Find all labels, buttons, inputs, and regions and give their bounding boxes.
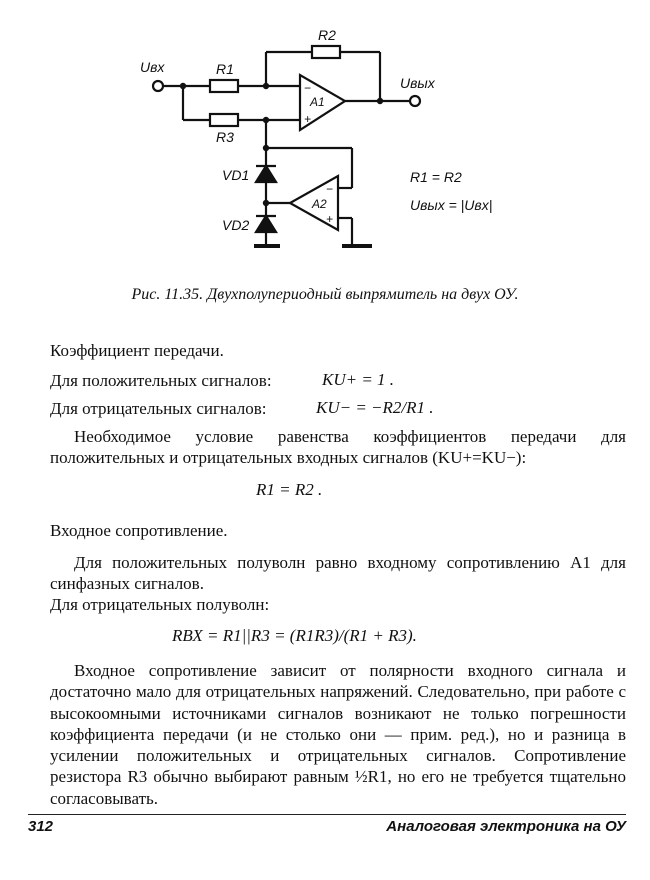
diode-vd2 <box>256 216 276 232</box>
input-resistance-heading: Входное сопротивление. <box>50 521 228 540</box>
input-terminal <box>153 81 163 91</box>
footer-rule <box>28 814 626 815</box>
resistor-r1 <box>210 80 238 92</box>
diode-vd1 <box>256 166 276 182</box>
label-a1-plus: + <box>304 112 312 126</box>
positive-signals-label: Для положительных сигналов: <box>50 371 272 390</box>
condition-paragraph: Необходимое условие равенства коэффициентов передачи для положительных и отрицательных входных сигналов (KU+=KU−): <box>50 427 626 468</box>
label-a1: A1 <box>310 95 325 109</box>
book-title: Аналоговая электроника на ОУ <box>386 818 626 835</box>
label-vd1: VD1 <box>222 167 250 183</box>
label-output: Uвых <box>400 75 435 91</box>
input-resistance-formula: RВХ = R1||R3 = (R1R3)/(R1 + R3). <box>172 626 417 645</box>
label-a2-plus: + <box>326 212 334 226</box>
figure-caption: Рис. 11.35. Двухполупериодный выпрямитель на двух ОУ. <box>131 286 519 303</box>
negative-gain-formula: KU− = −R2/R1 . <box>316 398 434 417</box>
label-a1-minus: − <box>304 81 312 95</box>
label-a2: A2 <box>312 197 327 211</box>
label-r3: R3 <box>216 129 234 145</box>
label-input: Uвх <box>140 59 165 75</box>
gain-heading: Коэффициент передачи. <box>50 341 224 360</box>
positive-gain-formula: KU+ = 1 . <box>322 370 395 389</box>
conclusion-paragraph: Входное сопротивление зависит от полярности входного сигнала и достаточно мало для отрицательных напряжений. Следовательно, при работе с высокоомными источниками сигналов возникают не только погрешности коэффициента передачи (и не столько они — прим. ред.), но и разница в усилении положительных и отрицательных сигналов. Сопротивление резистора R3 обычно выбирают равным ½R1, но его не требуется тщательно согласовывать. <box>50 661 626 808</box>
note-uout: Uвых = |Uвх| <box>410 197 493 213</box>
note-r1-r2: R1 = R2 <box>410 169 462 185</box>
label-r2: R2 <box>318 27 336 43</box>
negative-signals-label: Для отрицательных сигналов: <box>50 399 267 418</box>
resistor-equality-formula: R1 = R2 . <box>256 480 323 499</box>
resistor-r3 <box>210 114 238 126</box>
label-a2-minus: − <box>326 182 334 196</box>
resistor-r2 <box>312 46 340 58</box>
rectifier-circuit-diagram <box>0 0 650 270</box>
negative-halfwave-label: Для отрицательных полуволн: <box>50 595 270 614</box>
label-vd2: VD2 <box>222 217 250 233</box>
positive-halfwave-paragraph: Для положительных полуволн равно входному сопротивлению A1 для синфазных сигналов. <box>50 553 626 594</box>
label-r1: R1 <box>216 61 234 77</box>
output-terminal <box>410 96 420 106</box>
page-number: 312 <box>28 818 54 835</box>
